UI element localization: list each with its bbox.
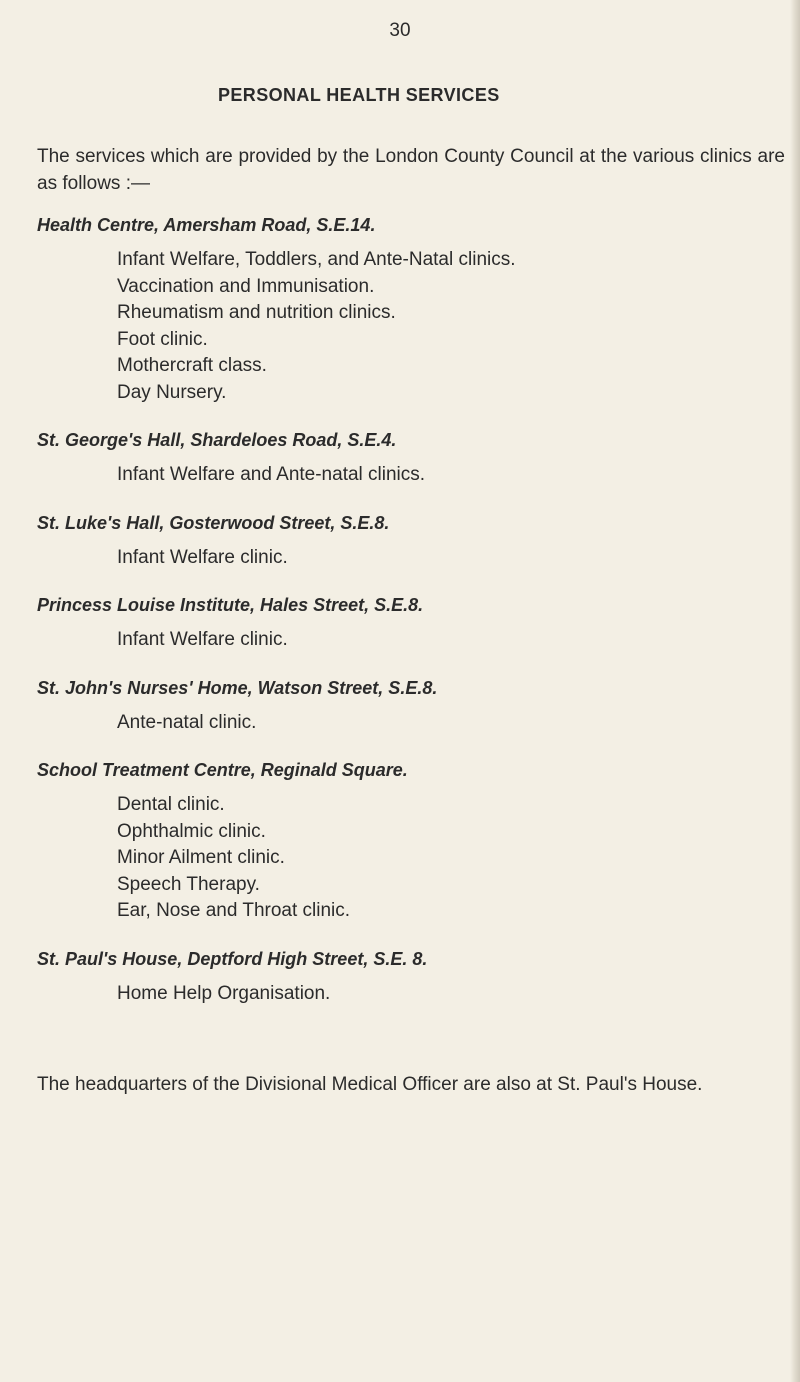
service-list <box>117 710 787 737</box>
page-title: PERSONAL HEALTH SERVICES <box>218 85 500 105</box>
service-list <box>117 462 787 489</box>
service-item: Vaccination and Immunisation. <box>117 275 375 297</box>
service-item: Mothercraft class. <box>117 355 267 376</box>
service-item: Ante-natal clinic. <box>117 711 257 733</box>
clinic-section-health-centre <box>37 212 787 406</box>
page-number: 30 <box>389 20 411 41</box>
clinic-section-princess-louise-institute <box>37 592 787 654</box>
service-item: Rheumatism and nutrition clinics. <box>117 302 396 323</box>
service-item: Ear, Nose and Throat clinic. <box>117 900 351 921</box>
page-edge-shadow <box>790 0 800 1382</box>
clinic-heading: St. Paul's House, Deptford High Street, S.E. 8. <box>37 948 428 969</box>
service-item: Infant Welfare and Ante-natal clinics. <box>117 464 426 485</box>
service-item: Infant Welfare clinic. <box>117 546 288 568</box>
service-item: Infant Welfare clinic. <box>117 629 288 650</box>
service-item: Infant Welfare, Toddlers, and Ante-Natal clinics. <box>117 249 516 270</box>
clinic-section-school-treatment-centre <box>37 757 787 925</box>
service-item: Home Help Organisation. <box>117 982 331 1004</box>
clinic-section-st-johns-nurses-home <box>37 675 787 737</box>
clinic-heading: St. John's Nurses' Home, Watson Street, S.E.8. <box>37 677 438 698</box>
service-item: Day Nursery. <box>117 381 227 403</box>
clinic-sections <box>37 212 787 1007</box>
service-list <box>117 627 787 654</box>
closing-paragraph: The headquarters of the Divisional Medical Officer are also at St. Paul's House. <box>37 1074 703 1095</box>
clinic-section-st-pauls-house <box>37 946 787 1008</box>
clinic-heading: St. George's Hall, Shardeloes Road, S.E.4. <box>37 430 397 450</box>
service-item: Foot clinic. <box>117 328 208 350</box>
service-item: Speech Therapy. <box>117 873 260 895</box>
service-list <box>117 981 787 1008</box>
service-list <box>117 792 787 925</box>
clinic-heading: St. Luke's Hall, Gosterwood Street, S.E.8. <box>37 512 390 533</box>
clinic-section-st-georges-hall <box>37 427 787 489</box>
intro-paragraph: The services which are provided by the London County Council at the various clinics are as follows :— <box>37 146 785 194</box>
service-item: Minor Ailment clinic. <box>117 847 285 868</box>
service-list <box>117 247 787 406</box>
service-item: Dental clinic. <box>117 794 225 815</box>
clinic-section-st-lukes-hall <box>37 510 787 572</box>
clinic-heading: Princess Louise Institute, Hales Street, S.E.8. <box>37 595 424 615</box>
clinic-heading: School Treatment Centre, Reginald Square. <box>37 760 408 780</box>
service-item: Ophthalmic clinic. <box>117 820 266 842</box>
clinic-heading: Health Centre, Amersham Road, S.E.14. <box>37 215 376 235</box>
service-list <box>117 545 787 572</box>
